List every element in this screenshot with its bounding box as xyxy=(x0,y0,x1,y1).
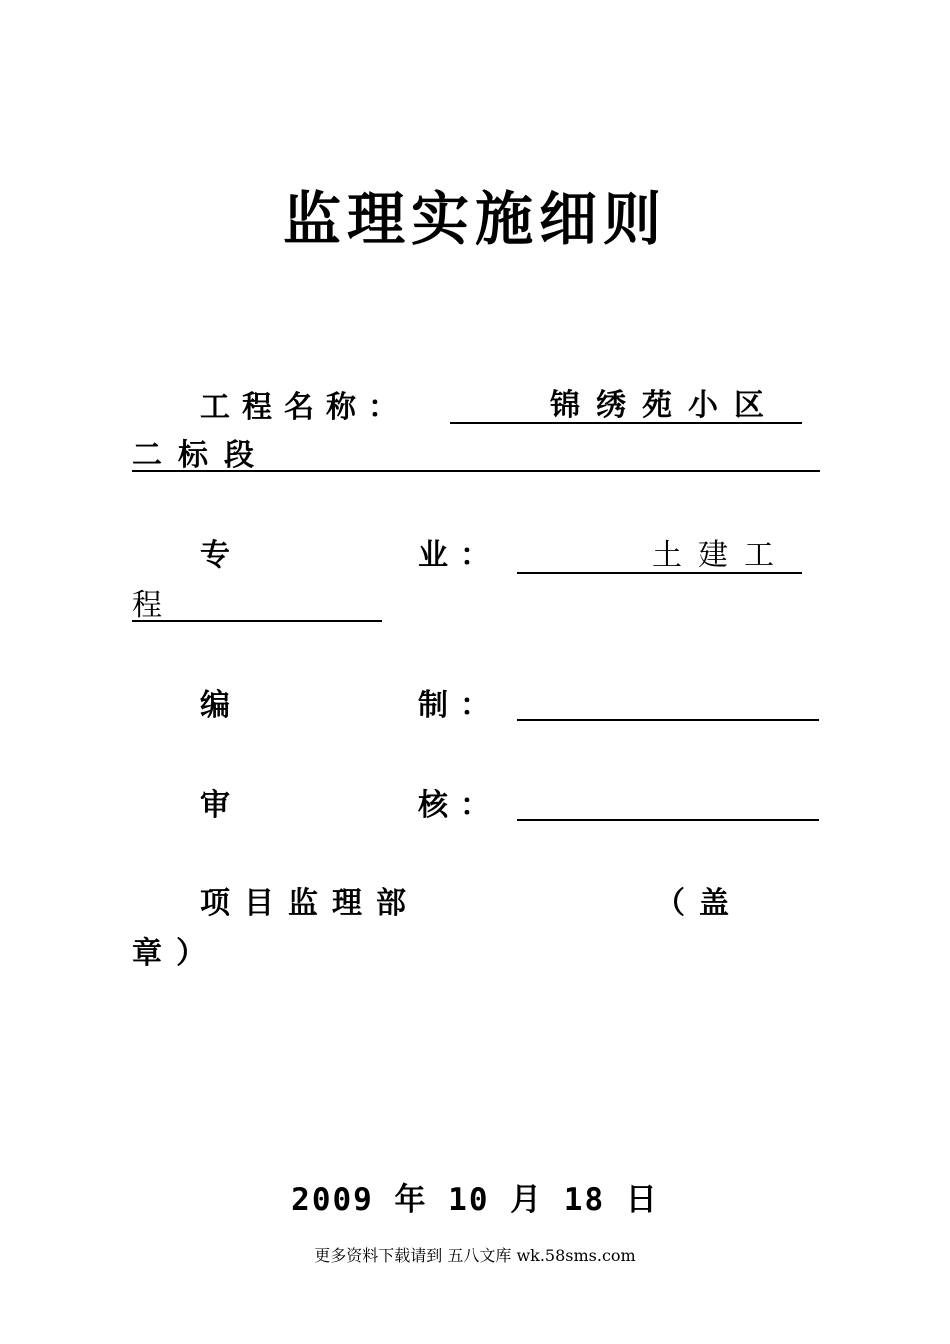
document-title: 监理实施细则 xyxy=(282,185,667,253)
specialty-value-line2: 程 xyxy=(132,588,162,623)
reviewer-label-end: 核： xyxy=(418,788,502,823)
project-name-underline-2 xyxy=(132,470,820,472)
project-name-underline-1 xyxy=(450,422,802,424)
reviewer-label-start: 审 xyxy=(200,788,242,823)
project-name-value-line2: 二标段 xyxy=(132,438,270,473)
specialty-underline-2 xyxy=(132,620,382,622)
specialty-label-start: 专 xyxy=(200,538,242,573)
dept-label: 项目监理部 xyxy=(200,886,420,921)
compiler-underline xyxy=(517,719,819,721)
reviewer-underline xyxy=(517,819,819,821)
specialty-underline-1 xyxy=(517,572,802,574)
footer-link-text: 更多资料下载请到 五八文库 wk.58sms.com xyxy=(314,1246,636,1265)
specialty-value-line1: 土建工 xyxy=(652,538,790,573)
project-name-label: 工程名称： xyxy=(200,390,410,425)
compiler-label-end: 制： xyxy=(418,688,502,723)
seal-text-line1: （盖 xyxy=(655,886,743,921)
document-date: 2009 年 10 月 18 日 xyxy=(291,1182,659,1218)
compiler-label-start: 编 xyxy=(200,688,242,723)
project-name-value-line1: 锦绣苑小区 xyxy=(550,388,780,423)
specialty-label-end: 业： xyxy=(418,538,502,573)
seal-text-line2: 章） xyxy=(132,936,220,971)
